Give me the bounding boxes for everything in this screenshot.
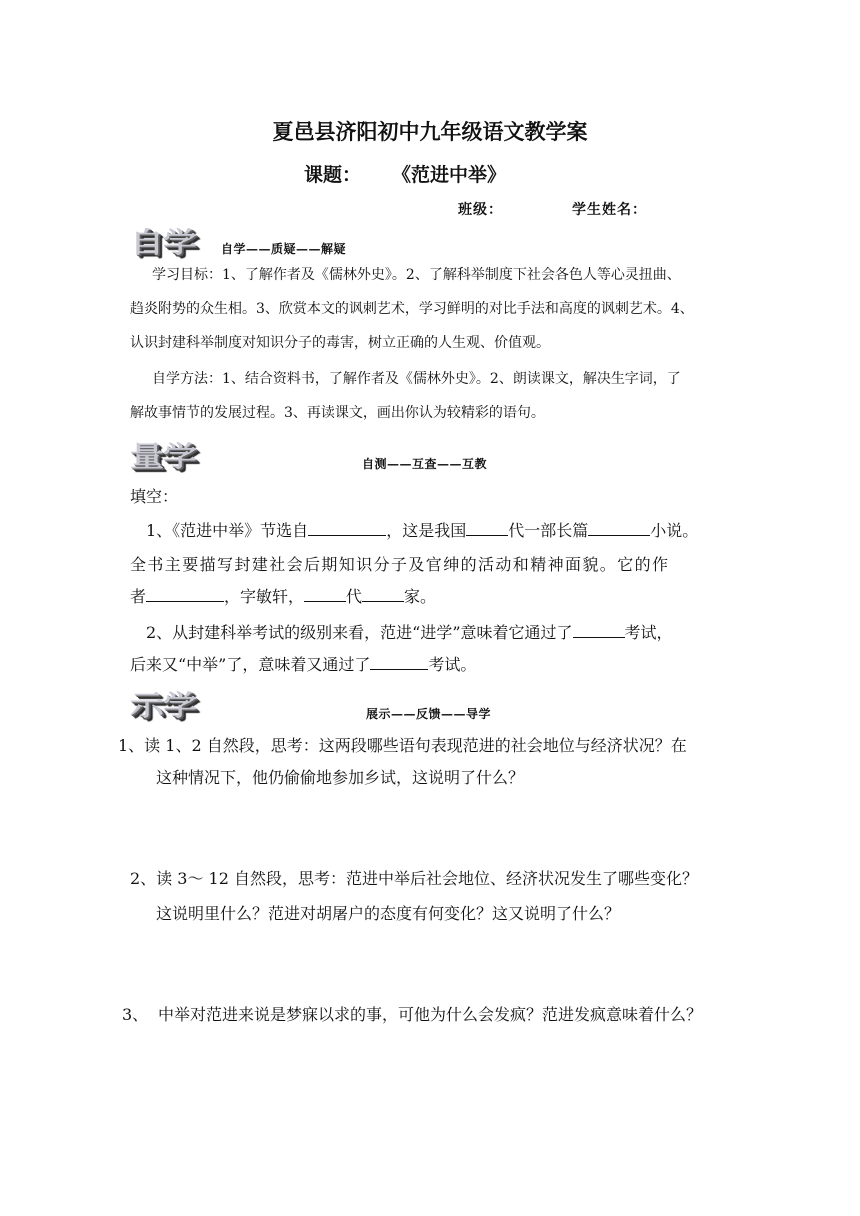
subject-label: 课题： xyxy=(304,164,362,186)
fill-question-2-line-2: 后来又“中举”了，意味着又通过了 考试。 xyxy=(130,655,477,674)
answer-blank[interactable] xyxy=(573,621,625,638)
discussion-question-2-line-1: 2、读 3～ 12 自然段，思考：范进中举后社会地位、经济状况发生了哪些变化？ xyxy=(130,869,698,888)
goals-line-3: 认识封建科举制度对知识分子的毒害，树立正确的人生观、价值观。 xyxy=(130,335,550,351)
answer-blank[interactable] xyxy=(466,519,508,536)
document-title: 夏邑县济阳初中九年级语文教学案 xyxy=(272,120,588,144)
answer-blank[interactable] xyxy=(362,585,404,602)
fill-question-1-line-3: 者 ，字敏轩， 代 家。 xyxy=(130,587,437,606)
subject-value: 《范进中举》 xyxy=(392,164,507,186)
answer-blank[interactable] xyxy=(304,585,346,602)
discussion-question-1-line-1: 1、读 1、2 自然段，思考：这两段哪些语句表现范进的社会地位与经济状况？在 xyxy=(118,736,687,755)
goals-line-2: 趋炎附势的众生相。3、欣赏本文的讽刺艺术，学习鲜明的对比手法和高度的讽刺艺术。4、 xyxy=(130,301,694,317)
fill-in-label: 填空： xyxy=(130,487,179,506)
answer-blank[interactable] xyxy=(370,653,428,670)
self-study-phase: 自学——质疑——解疑 xyxy=(221,242,347,256)
fill-question-2-line-1: 2、从封建科举考试的级别来看，范进“进学”意味着它通过了 考试， xyxy=(146,623,673,642)
show-study-phase: 展示——反馈——导学 xyxy=(366,707,492,721)
goals-line-1: 学习目标：1、了解作者及《儒林外史》。2、了解科举制度下社会各色人等心灵扭曲、 xyxy=(152,267,681,283)
measure-study-stamp: 量学 xyxy=(130,440,196,474)
class-label: 班级： xyxy=(458,202,503,218)
discussion-question-2-line-2: 这说明里什么？范进对胡屠户的态度有何变化？这又说明了什么？ xyxy=(156,904,621,923)
self-study-stamp: 自学 xyxy=(130,226,196,260)
methods-line-2: 解故事情节的发展过程。3、再读课文，画出你认为较精彩的语句。 xyxy=(130,405,545,421)
discussion-question-1-line-2: 这种情况下，他仍偷偷地参加乡试，这说明了什么？ xyxy=(156,768,525,787)
methods-line-1: 自学方法：1、结合资料书，了解作者及《儒林外史》。2、朗读课文，解决生字词，了 xyxy=(152,371,681,387)
show-study-stamp: 示学 xyxy=(130,689,196,723)
answer-blank[interactable] xyxy=(588,519,650,536)
answer-blank[interactable] xyxy=(146,585,224,602)
measure-study-phase: 自测——互查——互教 xyxy=(362,457,488,471)
answer-blank[interactable] xyxy=(308,519,386,536)
discussion-question-3-text: 中举对范进来说是梦寐以求的事，可他为什么会发疯？范进发疯意味着什么？ xyxy=(158,1005,703,1024)
student-name-label: 学生姓名： xyxy=(572,202,647,218)
fill-question-1-line-2: 全书主要描写封建社会后期知识分子及官绅的活动和精神面貌。它的作 xyxy=(130,555,670,574)
discussion-question-3-number: 3、 xyxy=(122,1005,149,1024)
fill-question-1-line-1: 1、《范进中举》节选自 ，这是我国 代一部长篇 小说。 xyxy=(146,521,699,540)
